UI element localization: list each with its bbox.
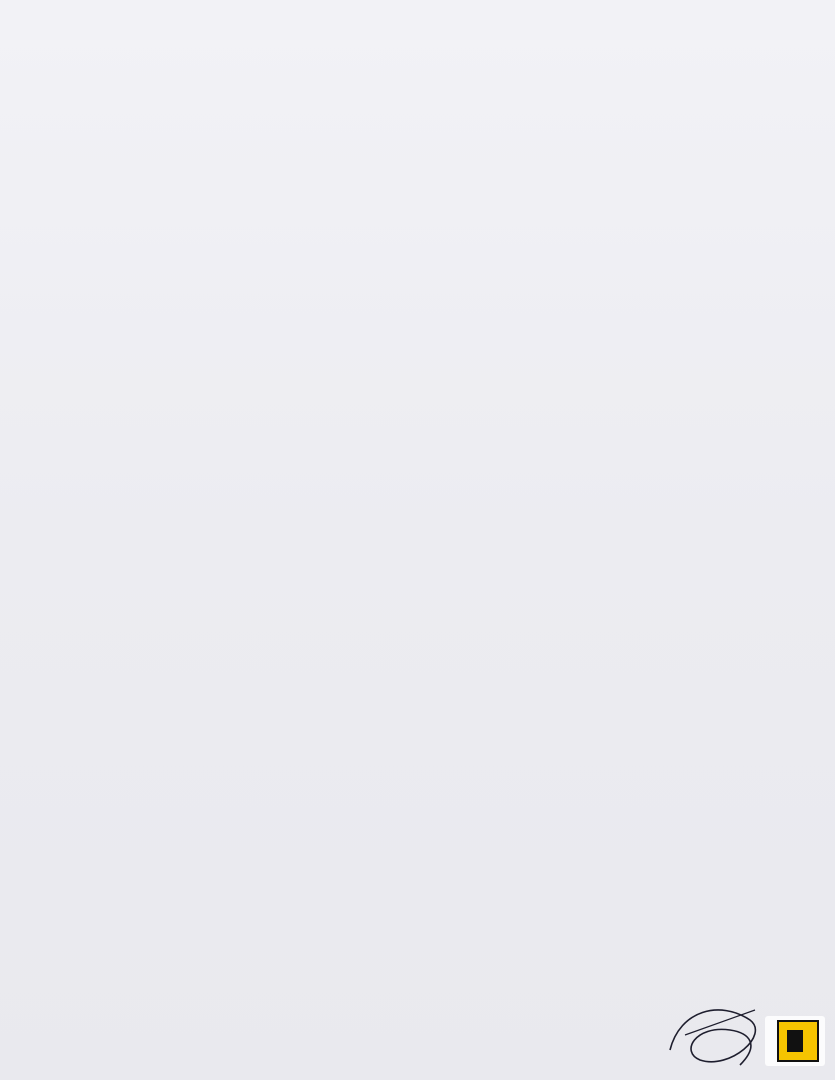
signature-icon [660, 990, 770, 1080]
logo-mark-icon [777, 1020, 819, 1062]
barghnews-logo [765, 1016, 825, 1066]
